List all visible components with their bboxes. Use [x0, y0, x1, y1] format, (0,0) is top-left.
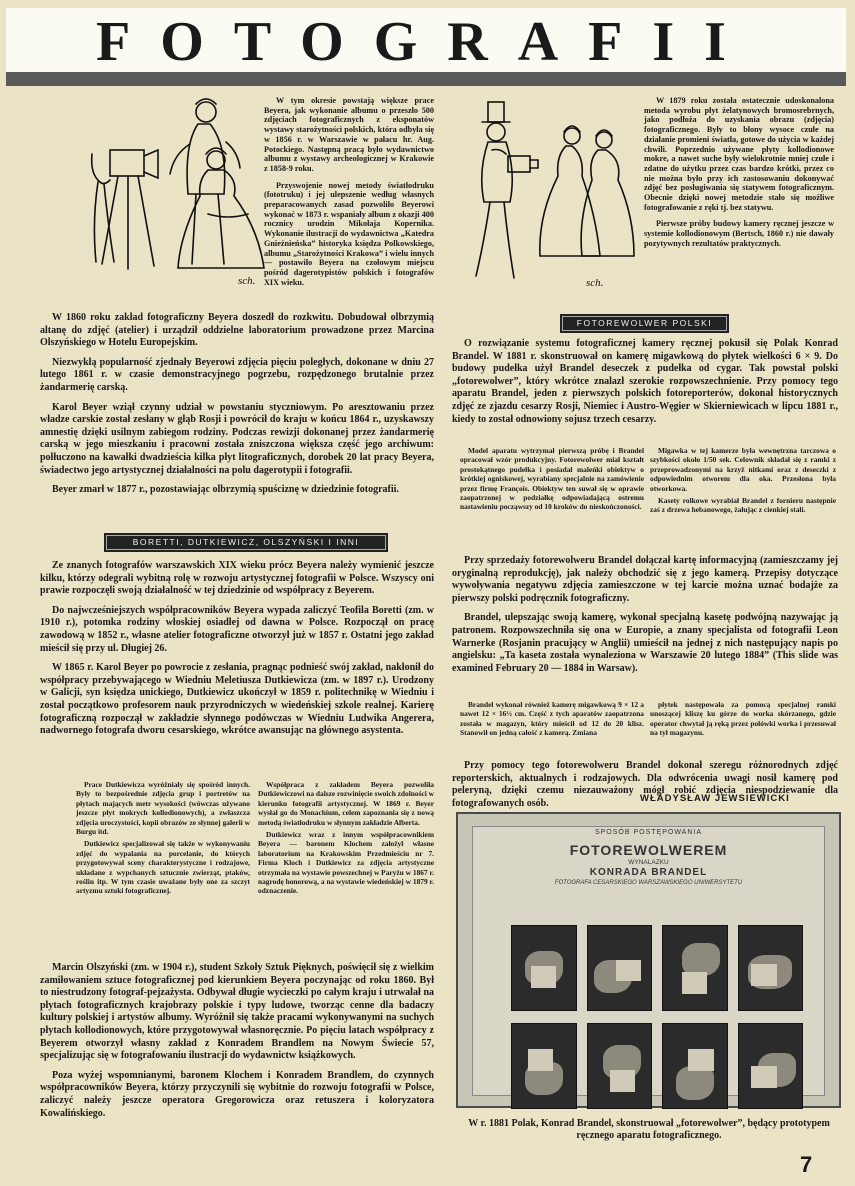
sidebar-magazine-b	[650, 700, 836, 741]
section-heading-boretti: BORETTI, DUTKIEWICZ, OLSZYŃSKI I INNI	[104, 533, 388, 552]
paragraph: W 1879 roku została ostatecznie udoskonalona metoda wyrobu płyt żelatynowych bromosrebrnych, jako podłoża do uzyskania obrazu (zdjęcia) fotograficznego. Były to błony wysoce czułe na działanie promieni światła, gotowe do użycia w każdej chwili. Poprzednio używane płyty kollodionowe mokre, a nawet suche były wielokrotnie mniej czułe i zdatne do użytku przez czas bardzo krótki, przez co nie można było przy ich zastosowaniu dokonywać zdjęć bez posługiwania się statywem fotograficznym. Obecnie dzięki nowej metodzie stało się możliwe fotografowanie z ręki tj. bez statywu.	[644, 96, 834, 212]
instruction-card-subtitle: WYNALAZKU	[628, 859, 669, 866]
paragraph: Dutkiewicz specjalizował się także w wykonywaniu zdjęć do wypalania na porcelanie, do których przygotowywał sceny charakterystyczne i rodzajowe, układane z wypchanych sztucznie zwierząt, ptaków, roślin itp. W tym czasie uważane były one za szczyt artyzmu sztuki fotograficznej.	[76, 839, 250, 896]
photographer-illustration-left	[88, 94, 268, 290]
intro-left-column	[264, 96, 434, 294]
instruction-photo-grid	[511, 925, 803, 1109]
photographer-illustration-right	[466, 96, 644, 292]
instruction-photo	[511, 1023, 577, 1109]
instruction-card-inner	[472, 826, 825, 1096]
paragraph: W 1865 r. Karol Beyer po powrocie z zesłania, pragnąc podnieść swój zakład, nakłonił do współpracy przebywającego w Wiedniu Meletiusza Dutkiewicza (zm. w 1897 r.). Urodzony w Galicji, syn księdza unickiego, Dutkiewicz ukończył w 1859 r. politechnikę w Wiedniu i został początkowo profesorem nauk przyrodniczych w wiedeńskiej szkole realnej. Karierę fotograficzną rozpoczął w zakładzie słynnego podówczas w Wiedniu Ludwika Angerera, nadwornego fotografa dworu cesarskiego, wkrótce awansując na głównego asystenta.	[40, 662, 434, 737]
right-section1-text	[452, 338, 838, 433]
right-section2-text	[452, 555, 838, 682]
paragraph: Karol Beyer wziął czynny udział w powstaniu styczniowym. Po aresztowaniu przez władze carskie został zesłany w głąb Rosji i powrócił do kraju w końcu 1864 r., uzyskawszy amnestię dzięki usilnym zabiegom rodziny. Podczas rewizji dokonanej przez żandarmerię carską w jego mieszkaniu i pracowni została zniszczona większa część jego archiwum: połłuczono na kawałki dwadzieścia kilka płyt litograficznych, dorobek 20 lat pracy Beyera, świadectwo jego artystycznej działalności na polu dagerotypii i fotografii.	[40, 401, 434, 476]
paragraph: O rozwiązanie systemu fotograficznej kamery ręcznej pokusił się Polak Konrad Brandel. W 1881 r. skonstruował on kamerę migawkową do płytek wielkości 6 × 9. Do budowy pudełka użył Brandel deseczek z pudełka od cygar. Tak powstał polski „fotorewolwer”, który wkrótce znalazł szerokie rozpowszechnienie. Przy pomocy tego aparatu Brandel, jeden z pierwszych polskich fotoreporterów, dokonał historycznych zdjęć ze zjazdu cesarzy Rosji, Niemiec i Austro-Węgier w Skierniewicach w lipcu 1881 r., kiedy to został odnowiony sojusz trzech cesarzy.	[452, 338, 838, 425]
paragraph: Marcin Olszyński (zm. w 1904 r.), student Szkoły Sztuk Pięknych, poświęcił się z wielkim zamiłowaniem sztuce fotograficznej pod kierunkiem Beyera poczynając od roku 1860. Był to niestrudzony fotograf-pejzażysta. Odbywał długie wycieczki po całym kraju i utrwalał na płytach fotograficznych krajobrazy polskie i typy ludowe, tworząc cenne dla badaczy kultury polskiej i artystów albumy. Wyróżnił się także pracami wykonywanymi na suchych płytach kollodionowych, które przygotowywał własnoręcznie. Po pięciu latach współpracy z Beyerem otworzył własny zakład z Konradem Brandlem na Nowym Świecie 57, specjalizując się w fotografowaniu ilustracji do wydawnictw książkowych.	[40, 962, 434, 1062]
image-caption: W r. 1881 Polak, Konrad Brandel, skonstruował „fotorewolwer”, będący prototypem ręcznego aparatu fotograficznego.	[468, 1118, 830, 1142]
sidebar-dutkiewicz-a	[76, 780, 250, 899]
intro-right-column	[644, 96, 834, 256]
paragraph: płytek następowała za pomocą specjalnej ramki unoszącej kliszę ku górze do worka skórzanego, gdzie operator chwytał ją ręką przez połówki worka i przesuwał na tył magazynu.	[650, 700, 836, 738]
left-main-text	[40, 312, 434, 504]
paragraph: W 1860 roku zakład fotograficzny Beyera doszedł do rozkwitu. Dobudował olbrzymią altanę do zdjęć (atelier) i urządził oddzielne laboratorium prowadzone przez Marcina Olszyńskiego w Hotelu Europejskim.	[40, 312, 434, 349]
instruction-card-title: FOTOREWOLWEREM	[569, 842, 728, 858]
left-section3-text	[40, 962, 434, 1127]
paragraph: Brandel wykonał również kamerę migawkową 9 × 12 a nawet 12 × 16½ cm. Część z tych aparatów zaopatrzona została w magazyn, który mieścił od 12 do 20 klisz. Stanowił on jedną całość z kamerą. Zmiana	[460, 700, 644, 738]
paragraph: Niezwykłą popularność zjednały Beyerowi zdjęcia pięciu poległych, dokonane w dniu 27 lutego 1861 r. w czasie demonstracyjnego pogrzebu, rozpędzonego brutalnie przez żandarmerię carską.	[40, 356, 434, 393]
sidebar-model-a	[460, 446, 644, 515]
right-section3-text	[452, 760, 838, 817]
paragraph: W tym okresie powstają większe prace Beyera, jak wykonanie albumu o przeszło 500 zdjęciach fotograficznych z eksponatów wystawy starożytności polskich, która odbyła się w 1856 r. w Warszawie w pałacu hr. Aug. Potockiego. Następną pracą było wydawnictwo albumu z wystawy archeologicznej w Krakowie z 1858-9 roku.	[264, 96, 434, 173]
instruction-card-header	[473, 829, 824, 886]
paragraph: Model aparatu wytrzymał pierwszą próbę i Brandel opracował wzór produkcyjny. Fotorewolwer miał kształt prostokątnego pudełka i posiadał maleńki obiektyw o krótkiej ogniskowej, wyrabiany specjalnie na zamówienie przez firmę François. Obiektyw ten suwał się w oprawie zaopatrzonej w podziałkę odpowiadającą ostremu nastawieniu począwszy od 10 kroków do nieskończoności.	[460, 446, 644, 512]
page-title: FOTOGRAFII	[96, 11, 756, 73]
paragraph: Ze znanych fotografów warszawskich XIX wieku prócz Beyera należy wymienić jeszcze kilku, którzy odegrali wybitną rolę w rozwoju artystycznej fotografii w Polsce. Wszyscy oni prawie rozpoczęli swoją działalność w tej dziedzinie od współpracy z Beyerem.	[40, 560, 434, 597]
paragraph: Do najwcześniejszych współpracowników Beyera wypada zaliczyć Teofila Boretti (zm. w 1910 r.), potomka rodziny włoskiej osiadłej od dawna w Polsce. Rozpoczął on pracę zawodową w 1852 r., własne atelier fotograficzne otworzył już w 1857 r. Ostatni jego zakład mieścił się przy ul. Długiej 26.	[40, 604, 434, 654]
sidebar-model-b	[650, 446, 836, 518]
page-number: 7	[800, 1152, 813, 1177]
paragraph: Współpraca z zakładem Beyera pozwoliła Dutkiewiczowi na dalsze rozwinięcie swoich zdolności w kierunku fotografii artystycznej. W 1869 r. Beyer wysłał go do Monachium, celem zapoznania się z nową metodą światłodruku w słynnym zakładzie Alberta.	[258, 780, 434, 827]
author-name: WŁADYSŁAW JEWSIEWICKI	[640, 793, 790, 804]
paragraph: Dutkiewicz wraz z innym współpracownikiem Beyera — baronem Klochem założył własne laboratorium na Krakowskim Przedmieściu nr 7. Firma Kloch i Dutkiewicz za zdjęcia artystyczne otrzymała na wystawie powszechnej w Paryżu w 1867 r. nagrodę honorową, a na wystawie wiedeńskiej w 1879 r. odznaczenie.	[258, 830, 434, 896]
instruction-card-footer: FOTOGRAFA CESARSKIEGO WARSZAWSKIEGO UNIWERSYTETU	[554, 880, 743, 886]
paragraph: Prace Dutkiewicza wyróżniały się spośród innych. Były to bezpośrednie zdjęcia grup i portretów na płytach mających metr wysokości (wówczas używano jeszcze płyt mokrych kollodionowych), a zwłaszcza zdjęcia uroczystości, kopii obrazów ze słynnej galerii w Burgu itd.	[76, 780, 250, 837]
paragraph: Beyer zmarł w 1877 r., pozostawiając olbrzymią spuściznę w dziedzinie fotografii.	[52, 484, 399, 496]
instruction-photo	[662, 1023, 728, 1109]
paragraph: Przy pomocy tego fotorewolweru Brandel dokonał szeregu różnorodnych zdjęć reporterskich, aktualnych i rodzajowych. Dla odwrócenia uwagi nosił kamerę pod peleryną, dzięki czemu niezauważony mógł robić zdjęcia niespodziewanie dla fotografowanych osób.	[452, 760, 838, 809]
instruction-photo	[587, 925, 653, 1011]
instruction-photo	[738, 925, 804, 1011]
instruction-photo	[511, 925, 577, 1011]
instruction-card-image	[456, 812, 841, 1108]
sidebar-magazine-a	[460, 700, 644, 741]
instruction-photo	[662, 925, 728, 1011]
paragraph: Przyswojenie nowej metody światłodruku (fototruku) i jej ulepszenie według własnych preparacowanych zasad pozwoliło Beyerowi wykonać w 1873 r. wspaniały album z okazji 400 rocznicy urodzin Mikołaja Kopernika. Wykonanie ilustracji do wydawnictwa „Katedra Gnieźnieńska” historyka księdza Polkowskiego, albumu „Starożytności Krakowa” i wielu innych — postawiło Beyera na czołowym miejscu pośród dagerotypistów polskich i fotografów XIX wieku.	[264, 180, 434, 287]
section-heading-fotorewolwer: FOTOREWOLWER POLSKI	[560, 314, 729, 333]
paragraph: Poza wyżej wspomnianymi, baronem Klochem i Konradem Brandlem, do czynnych współpracowników Beyera, którzy przyczynili się wybitnie do rozwoju fotografii w Polsce, zaliczyć należy jeszcze operatora Gregorowicza oraz retuszera i koloryzatora Kowalińskiego.	[40, 1069, 434, 1119]
paragraph: Pierwsze próby budowy kamery ręcznej jeszcze w systemie kollodionowym (Bertsch, 1860 r.) nie dawały pozytywnych rezultatów praktycznych.	[644, 219, 834, 248]
paragraph: Kasety rolkowe wyrabiał Brandel z fornieru następnie zaś z drzewa hebanowego, żałując z cienkiej stali.	[650, 496, 836, 515]
instruction-photo	[587, 1023, 653, 1109]
masthead	[6, 8, 846, 86]
illustration-signature-left: sch.	[238, 275, 256, 287]
instruction-photo	[738, 1023, 804, 1109]
sidebar-dutkiewicz-b	[258, 780, 434, 899]
illustration-signature-right: sch.	[586, 277, 604, 289]
left-section2-text	[40, 560, 434, 745]
paragraph: Migawka w tej kamerze była wewnętrzna tarczowa o szybkości około 1/50 sek. Celownik składał się z ramki z przeprowadzonymi na krzyż nitkami oraz z deseczki z odpowiednim otworem dla oka. Przesłona była otworkowa.	[650, 446, 836, 493]
instruction-card-top-line: SPOSÓB POSTĘPOWANIA	[594, 829, 703, 836]
paragraph: Brandel, ulepszając swoją kamerę, wykonał specjalną kasetę podwójną nazywając ją patronem. Rozpowszechniła się ona w Europie, a znany specjalista od fotografii Leon Warnerke (Rosjanin pracujący w Anglii) umieścił na jednej z nich następujący napis po angielsku: „Ta kaseta została wynaleziona w Warszawie 20 lutego 1884” (This slide was examined February 20 — 1884 in Warsaw).	[452, 612, 838, 674]
instruction-card-inventor: KONRADA BRANDEL	[589, 867, 708, 878]
paragraph: Przy sprzedaży fotorewolweru Brandel dołączał kartę informacyjną (zamieszczamy jej oryginalną reprodukcję), jak należy obchodzić się z jego kamerą. Przepisy dotyczące wywoływania negatywu zdjęcia zamieszczone w tej karcie można uznać bodajże za pierwszy polski podręcznik fotograficzny.	[452, 555, 838, 604]
